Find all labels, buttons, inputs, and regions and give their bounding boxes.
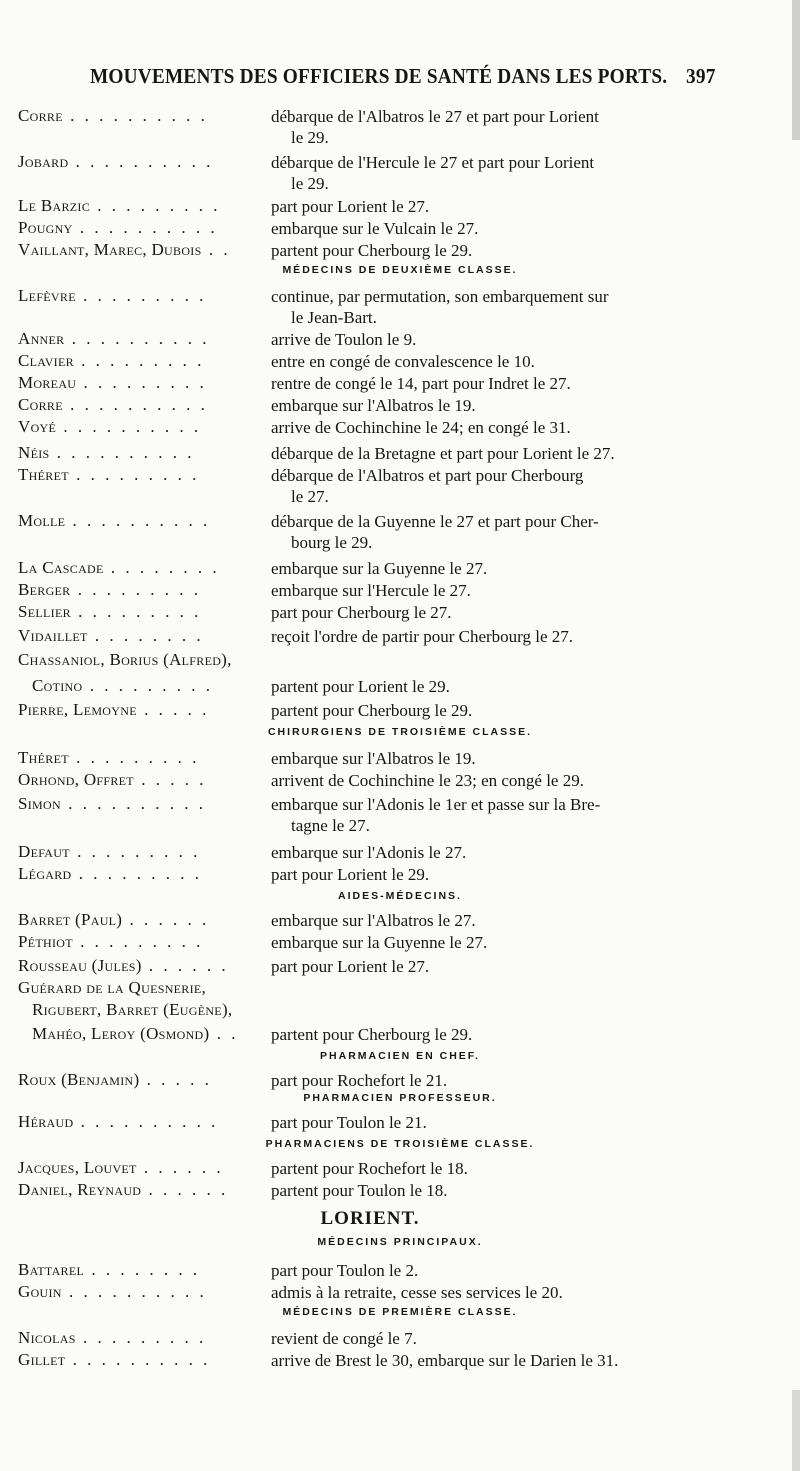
description-line: débarque de la Bretagne et part pour Lorient le 27. <box>271 444 615 463</box>
movement-description <box>271 1070 721 1091</box>
officer-name <box>18 770 270 790</box>
officer-name-text: Simon <box>18 794 61 813</box>
leader-dots: . . . . . . . . . . <box>62 395 208 414</box>
movement-description <box>271 794 721 836</box>
description-continuation: le 27. <box>291 487 329 506</box>
movement-description <box>271 511 721 553</box>
officer-name-text: Rousseau (Jules) <box>18 956 142 975</box>
officer-name-text: Guérard de la Quesnerie, <box>18 978 207 997</box>
description-line: revient de congé le 7. <box>271 1329 417 1348</box>
movement-description <box>271 700 721 721</box>
description-continuation: le 29. <box>291 128 329 147</box>
officer-name-text: Vaillant, Marec, Dubois <box>18 240 202 259</box>
description-line: partent pour Cherbourg le 29. <box>271 701 473 720</box>
movement-description <box>271 395 721 416</box>
officer-name-text: Nicolas <box>18 1328 76 1347</box>
officer-name <box>18 978 308 998</box>
section-heading: MÉDECINS DE DEUXIÈME CLASSE. <box>282 264 518 276</box>
description-line: part pour Cherbourg le 27. <box>271 603 452 622</box>
officer-name-text: Pierre, Lemoyne <box>18 700 137 719</box>
leader-dots: . . . . . . . . . <box>75 1328 207 1347</box>
officer-name-text: Molle <box>18 511 66 530</box>
officer-name <box>18 240 270 260</box>
officer-name <box>18 1112 270 1132</box>
officer-name-text: Sellier <box>18 602 71 621</box>
description-continuation: le 29. <box>291 174 329 193</box>
description-line: embarque sur la Guyenne le 27. <box>271 933 488 952</box>
officer-name <box>18 286 270 306</box>
description-line: continue, par permutation, son embarquement sur <box>271 287 609 306</box>
leader-dots: . . . . . . . . . <box>70 580 201 599</box>
movement-description <box>271 864 721 885</box>
officer-name <box>18 910 270 930</box>
page-edge-shadow <box>792 1390 800 1471</box>
officer-name-text: Moreau <box>18 373 77 392</box>
description-line: embarque sur l'Hercule le 27. <box>271 581 471 600</box>
officer-name <box>18 558 270 578</box>
leader-dots: . . . . . . <box>136 1158 224 1177</box>
leader-dots: . . . . . . . . . <box>69 842 201 861</box>
officer-name-text: Berger <box>18 580 71 599</box>
movement-description <box>271 842 721 863</box>
officer-name <box>18 700 270 720</box>
leader-dots: . . . . . . . . <box>87 626 204 645</box>
movement-description <box>271 1112 721 1133</box>
movement-description <box>271 1180 721 1201</box>
description-line: débarque de l'Hercule le 27 et part pour Lorient <box>271 153 595 172</box>
leader-dots: . . . . . . . . . <box>71 864 203 883</box>
description-line: embarque sur l'Albatros le 19. <box>271 749 476 768</box>
officer-name <box>18 748 270 768</box>
officer-name-text: Gouin <box>18 1282 62 1301</box>
city-heading: LORIENT. <box>320 1208 420 1229</box>
officer-name-text: La Cascade <box>18 558 104 577</box>
movement-description <box>271 1328 721 1349</box>
leader-dots: . . . . . . . . . . <box>65 1350 211 1369</box>
movement-description <box>271 956 721 977</box>
officer-name <box>18 580 270 600</box>
leader-dots: . . . . . . . . . . <box>56 417 202 436</box>
movement-description <box>271 676 721 697</box>
description-line: débarque de l'Albatros le 27 et part pour Lorient <box>271 107 599 126</box>
description-line: partent pour Cherbourg le 29. <box>271 1025 473 1044</box>
leader-dots: . . . . . . . . . . <box>61 1282 207 1301</box>
leader-dots: . . . . . <box>139 1070 212 1089</box>
description-line: embarque sur la Guyenne le 27. <box>271 559 488 578</box>
leader-dots: . . . . . . . . . <box>72 932 204 951</box>
officer-name-text: Jobard <box>18 152 69 171</box>
officer-name <box>18 443 270 463</box>
section-heading: PHARMACIEN EN CHEF. <box>320 1050 480 1062</box>
leader-dots: . . . . . . . . . . <box>60 794 206 813</box>
officer-name-text: Gillet <box>18 1350 66 1369</box>
movement-description <box>271 1282 721 1303</box>
leader-dots: . . . . . . . . <box>103 558 220 577</box>
officer-name-text: Jacques, Louvet <box>18 1158 137 1177</box>
officer-name <box>18 932 270 952</box>
leader-dots: . . . . . . . . . <box>68 465 200 484</box>
officer-name-text: Néis <box>18 443 50 462</box>
officer-name-text: Théret <box>18 465 69 484</box>
movement-description <box>271 196 721 217</box>
page-edge-shadow <box>792 0 800 140</box>
section-heading: MÉDECINS PRINCIPAUX. <box>317 1236 483 1248</box>
movement-description <box>271 1158 721 1179</box>
description-line: embarque sur le Vulcain le 27. <box>271 219 479 238</box>
leader-dots: . . . . . . . . . <box>82 676 213 695</box>
description-line: embarque sur l'Adonis le 27. <box>271 843 467 862</box>
description-line: reçoit l'ordre de partir pour Cherbourg le 27. <box>271 627 574 646</box>
leader-dots: . . . . . . <box>141 956 229 975</box>
description-line: embarque sur l'Albatros le 27. <box>271 911 476 930</box>
leader-dots: . . . . . . . . . . <box>49 443 195 462</box>
movement-description <box>271 329 721 350</box>
officer-name <box>18 1328 270 1348</box>
officer-name <box>18 511 270 531</box>
officer-name-text: Anner <box>18 329 65 348</box>
leader-dots: . . . . . <box>136 700 210 719</box>
officer-name <box>18 842 270 862</box>
movement-description <box>271 1260 721 1281</box>
officer-name-text: Péthiot <box>18 932 73 951</box>
movement-description <box>271 240 721 261</box>
description-line: part pour Rochefort le 21. <box>271 1071 448 1090</box>
description-line: part pour Lorient le 29. <box>271 865 430 884</box>
description-line: arrive de Brest le 30, embarque sur le Darien le 31. <box>271 1351 619 1370</box>
leader-dots: . . . . . . . . <box>84 1260 201 1279</box>
header-title: MOUVEMENTS DES OFFICIERS DE SANTÉ DANS LES PORTS. <box>90 64 668 88</box>
officer-name <box>18 1350 270 1370</box>
leader-dots: . . . . . . . . . <box>73 351 205 370</box>
officer-name-text: Mahéo, Leroy (Osmond) <box>32 1024 210 1043</box>
officer-name-text: Chassaniol, Borius (Alfred), <box>18 650 232 669</box>
leader-dots: . . . . . . <box>141 1180 229 1199</box>
description-line: embarque sur l'Adonis le 1er et passe sur la Bre- <box>271 795 601 814</box>
officer-name <box>18 1158 270 1178</box>
officer-name <box>18 650 308 670</box>
officer-name <box>18 465 270 485</box>
section-heading: MÉDECINS DE PREMIÈRE CLASSE. <box>282 1306 518 1318</box>
description-line: rentre de congé le 14, part pour Indret le 27. <box>271 374 571 393</box>
movement-description <box>271 1024 721 1045</box>
description-line: arrive de Cochinchine le 24; en congé le 31. <box>271 418 571 437</box>
officer-name <box>18 218 270 238</box>
officer-name-text: Roux (Benjamin) <box>18 1070 140 1089</box>
officer-name-text: Barret (Paul) <box>18 910 123 929</box>
leader-dots: . . . . . . . . . <box>70 602 202 621</box>
officer-name <box>18 1260 270 1280</box>
leader-dots: . . . . . . . . . . <box>72 218 218 237</box>
officer-name <box>18 196 270 216</box>
movement-description <box>271 910 721 931</box>
officer-name-text: Daniel, Reynaud <box>18 1180 142 1199</box>
description-line: part pour Lorient le 27. <box>271 957 430 976</box>
officer-name-text: Pougny <box>18 218 73 237</box>
officer-name-text: Corre <box>18 106 63 125</box>
description-continuation: le Jean-Bart. <box>291 308 377 327</box>
officer-name-text: Légard <box>18 864 72 883</box>
description-line: débarque de l'Albatros et part pour Cherbourg <box>271 466 584 485</box>
movement-description <box>271 218 721 239</box>
officer-name <box>18 351 270 371</box>
movement-description <box>271 417 721 438</box>
movement-description <box>271 351 721 372</box>
officer-name-text: Le Barzic <box>18 196 91 215</box>
movement-description <box>271 286 721 328</box>
officer-name-text: Clavier <box>18 351 74 370</box>
officer-name <box>18 602 270 622</box>
officer-name-text: Defaut <box>18 842 70 861</box>
movement-description <box>271 602 721 623</box>
leader-dots: . . . . . . . . . . <box>65 511 211 530</box>
officer-name-text: Corre <box>18 395 63 414</box>
leader-dots: . . <box>201 240 231 259</box>
movement-description <box>271 1350 721 1371</box>
leader-dots: . . . . . . <box>122 910 210 929</box>
description-line: part pour Lorient le 27. <box>271 197 430 216</box>
officer-name-text: Héraud <box>18 1112 74 1131</box>
description-line: part pour Toulon le 2. <box>271 1261 419 1280</box>
officer-name-text: Battarel <box>18 1260 85 1279</box>
leader-dots: . . <box>209 1024 239 1043</box>
leader-dots: . . . . . . . . . <box>75 286 207 305</box>
description-line: admis à la retraite, cesse ses services le 20. <box>271 1283 563 1302</box>
description-line: partent pour Lorient le 29. <box>271 677 450 696</box>
description-continuation: tagne le 27. <box>291 816 370 835</box>
leader-dots: . . . . . . . . . . <box>62 106 208 125</box>
officer-name <box>32 676 284 696</box>
running-header <box>90 64 716 94</box>
description-line: débarque de la Guyenne le 27 et part pour Cher- <box>271 512 599 531</box>
officer-name <box>18 1070 270 1090</box>
officer-name-text: Lefèvre <box>18 286 76 305</box>
officer-name <box>18 864 270 884</box>
movement-description <box>271 465 721 507</box>
leader-dots: . . . . . . . . . . <box>73 1112 219 1131</box>
movement-description <box>271 558 721 579</box>
movement-description <box>271 932 721 953</box>
description-line: partent pour Toulon le 18. <box>271 1181 448 1200</box>
movement-description <box>271 152 721 194</box>
officer-name <box>18 626 270 646</box>
section-heading: PHARMACIENS DE TROISIÈME CLASSE. <box>265 1138 535 1150</box>
officer-name-text: Vidaillet <box>18 626 88 645</box>
movement-description <box>271 443 721 464</box>
movement-description <box>271 106 721 148</box>
officer-name-text: Théret <box>18 748 69 767</box>
description-continuation: bourg le 29. <box>291 533 373 552</box>
officer-name-text: Rigubert, Barret (Eugène), <box>32 1000 233 1019</box>
officer-name <box>18 106 270 126</box>
description-line: embarque sur l'Albatros le 19. <box>271 396 476 415</box>
description-line: partent pour Cherbourg le 29. <box>271 241 473 260</box>
officer-name <box>18 152 270 172</box>
section-heading: CHIRURGIENS DE TROISIÈME CLASSE. <box>267 726 533 738</box>
officer-name <box>32 1000 322 1020</box>
description-line: arrivent de Cochinchine le 23; en congé le 29. <box>271 771 584 790</box>
movement-description <box>271 373 721 394</box>
description-line: partent pour Rochefort le 18. <box>271 1159 468 1178</box>
officer-name <box>18 1282 270 1302</box>
leader-dots: . . . . . . . . . <box>90 196 221 215</box>
officer-name <box>18 373 270 393</box>
leader-dots: . . . . . . . . . . <box>68 152 214 171</box>
leader-dots: . . . . . <box>133 770 207 789</box>
page-number: 397 <box>686 64 716 88</box>
section-heading: PHARMACIEN PROFESSEUR. <box>303 1092 497 1104</box>
leader-dots: . . . . . . . . . . <box>64 329 210 348</box>
officer-name <box>18 417 270 437</box>
description-line: entre en congé de convalescence le 10. <box>271 352 535 371</box>
movement-description <box>271 748 721 769</box>
officer-name-text: Voyé <box>18 417 57 436</box>
description-line: part pour Toulon le 21. <box>271 1113 427 1132</box>
leader-dots: . . . . . . . . . <box>68 748 200 767</box>
officer-name-text: Orhond, Offret <box>18 770 134 789</box>
officer-name <box>18 956 270 976</box>
officer-name <box>18 794 270 814</box>
officer-name <box>18 395 270 415</box>
movement-description <box>271 770 721 791</box>
officer-name-text: Cotino <box>32 676 83 695</box>
officer-name <box>32 1024 284 1044</box>
movement-description <box>271 580 721 601</box>
section-heading: AIDES-MÉDECINS. <box>338 890 462 902</box>
movement-description <box>271 626 721 647</box>
description-line: arrive de Toulon le 9. <box>271 330 417 349</box>
officer-name <box>18 1180 270 1200</box>
leader-dots: . . . . . . . . . <box>76 373 207 392</box>
officer-name <box>18 329 270 349</box>
